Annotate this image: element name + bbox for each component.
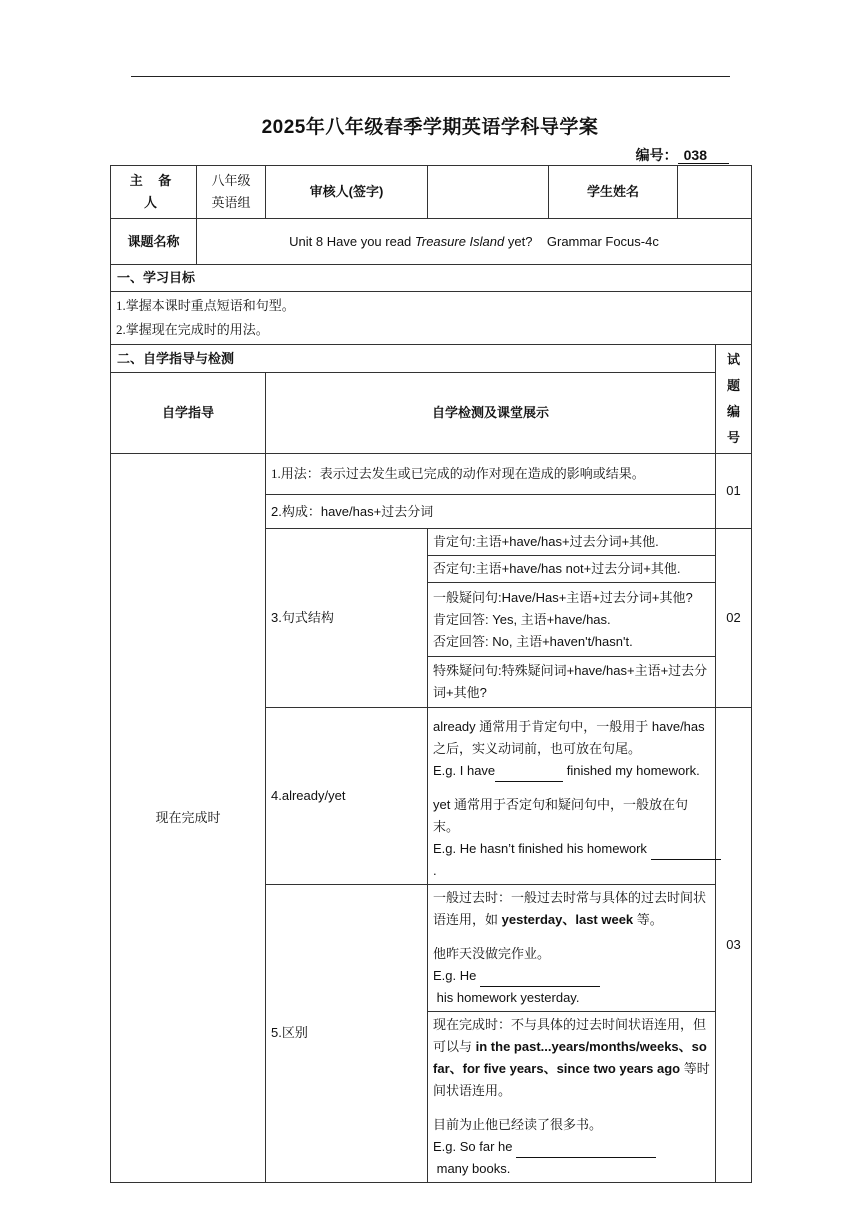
reviewer-signature-field[interactable] — [428, 166, 549, 219]
yet-rule: yet 通常用于否定句和疑问句中，一般放在句末。 — [433, 796, 688, 834]
section-goals-title: 一、学习目标 — [111, 265, 752, 292]
preparer-value-line2: 英语组 — [211, 195, 251, 210]
topic-text-1: Unit 8 Have you read — [289, 233, 415, 249]
topic-label: 课题名称 — [111, 219, 197, 265]
qid-char-1: 试 — [727, 352, 741, 367]
perfect-example — [433, 1136, 710, 1180]
past-rule-keywords: yesterday、last week — [501, 911, 634, 927]
student-name-label: 学生姓名 — [549, 166, 678, 219]
col-header-check: 自学检测及课堂展示 — [266, 373, 716, 454]
question-id-02: 02 — [716, 529, 752, 708]
preparer-value — [197, 166, 266, 219]
perfect-rule-text: 现在完成时：不与具体的过去时间状语连用，但可以与 — [433, 1016, 707, 1054]
goal-item-2: 2.掌握现在完成时的用法。 — [116, 322, 269, 337]
yet-example — [433, 838, 710, 882]
past-chinese-sentence: 他昨天没做完作业。 — [433, 945, 551, 961]
form-text: 2.构成：have/has+过去分词 — [266, 495, 716, 529]
special-question-pattern: 特殊疑问句:特殊疑问词+have/has+主语+过去分词+其他? — [433, 662, 708, 700]
past-tense-block — [428, 885, 715, 1012]
qid-char-3: 编 — [727, 404, 741, 419]
difference-label: 5.区别 — [266, 884, 428, 1182]
perfect-example-end: many books. — [433, 1160, 511, 1176]
usage-text: 1.用法：表示过去发生或已完成的动作对现在造成的影响或结果。 — [266, 454, 716, 495]
perfect-example-text: E.g. So far he — [433, 1138, 517, 1154]
question-id-01: 01 — [716, 454, 752, 529]
goal-item-1: 1.掌握本课时重点短语和句型。 — [116, 298, 295, 313]
document-title: 2025年八年级春季学期英语学科导学案 — [261, 117, 599, 138]
perfect-blank[interactable] — [516, 1143, 656, 1158]
past-example-end: his homework yesterday. — [433, 989, 580, 1005]
past-example-text: E.g. He — [433, 967, 480, 983]
already-example-end: finished my homework. — [563, 762, 700, 778]
past-rule-end: 等。 — [633, 911, 663, 927]
already-yet-label: 4.already/yet — [266, 707, 428, 884]
general-question-pattern — [428, 583, 715, 657]
study-guide-table — [110, 165, 752, 1183]
qid-char-2: 题 — [727, 378, 741, 393]
yet-example-text: E.g. He hasn’t finished his homework — [433, 840, 651, 856]
perfect-rule-keywords: in the past...years/months/weeks、so far、for five years、since two years ago — [433, 1038, 707, 1076]
guide-topic: 现在完成时 — [111, 454, 266, 1183]
no-answer-text: 否定回答: No, 主语+haven't/hasn't. — [433, 633, 633, 649]
already-yet-content — [428, 707, 716, 884]
past-example — [433, 965, 710, 1009]
structure-list — [428, 529, 716, 708]
topic-text-2: yet? Grammar Focus-4c — [504, 233, 659, 249]
already-rule: already 通常用于肯定句中，一般用于 have/has 之后，实义动词前，也可放在句尾。 — [433, 718, 705, 756]
perfect-tense-rule — [433, 1014, 710, 1102]
already-example-text: E.g. I have — [433, 762, 496, 778]
number-label: 编号： — [635, 147, 678, 163]
structure-label: 3.句式结构 — [266, 529, 428, 708]
section-selfstudy-title: 二、自学指导与检测 — [111, 345, 716, 373]
already-example — [433, 760, 710, 782]
yet-blank[interactable] — [651, 845, 721, 860]
yet-example-end: . — [433, 862, 437, 878]
yes-answer-text: 肯定回答: Yes, 主语+have/has. — [433, 611, 611, 627]
past-blank[interactable] — [480, 972, 600, 987]
reviewer-label: 审核人(签字) — [266, 166, 428, 219]
already-blank[interactable] — [495, 767, 563, 782]
negative-pattern: 否定句:主语+have/has not+过去分词+其他. — [428, 556, 715, 583]
question-id-03: 03 — [716, 707, 752, 1182]
affirmative-pattern: 肯定句:主语+have/has+过去分词+其他. — [428, 529, 715, 556]
topic-text-italic: Treasure Island — [414, 233, 505, 249]
student-name-field[interactable] — [678, 166, 752, 219]
document-number — [636, 145, 729, 165]
goals-list — [111, 292, 752, 345]
qid-char-4: 号 — [727, 430, 741, 445]
past-rule-text: 一般过去时：一般过去时常与具体的过去时间状语连用，如 — [433, 889, 707, 927]
header-rule — [131, 76, 730, 77]
col-header-guide: 自学指导 — [111, 373, 266, 454]
question-id-header — [716, 345, 752, 454]
difference-content — [428, 884, 716, 1182]
past-tense-rule — [433, 887, 710, 931]
perfect-rule-end: 等时间状语连用。 — [433, 1060, 710, 1098]
number-value: 038 — [678, 147, 729, 164]
general-question-text: 一般疑问句:Have/Has+主语+过去分词+其他? — [433, 589, 693, 605]
perfect-tense-block — [428, 1011, 715, 1182]
topic-value — [197, 219, 752, 265]
perfect-chinese-sentence: 目前为止他已经读了很多书。 — [433, 1116, 603, 1132]
preparer-label: 主 备 人 — [111, 166, 197, 219]
preparer-value-line1: 八年级 — [211, 173, 251, 188]
